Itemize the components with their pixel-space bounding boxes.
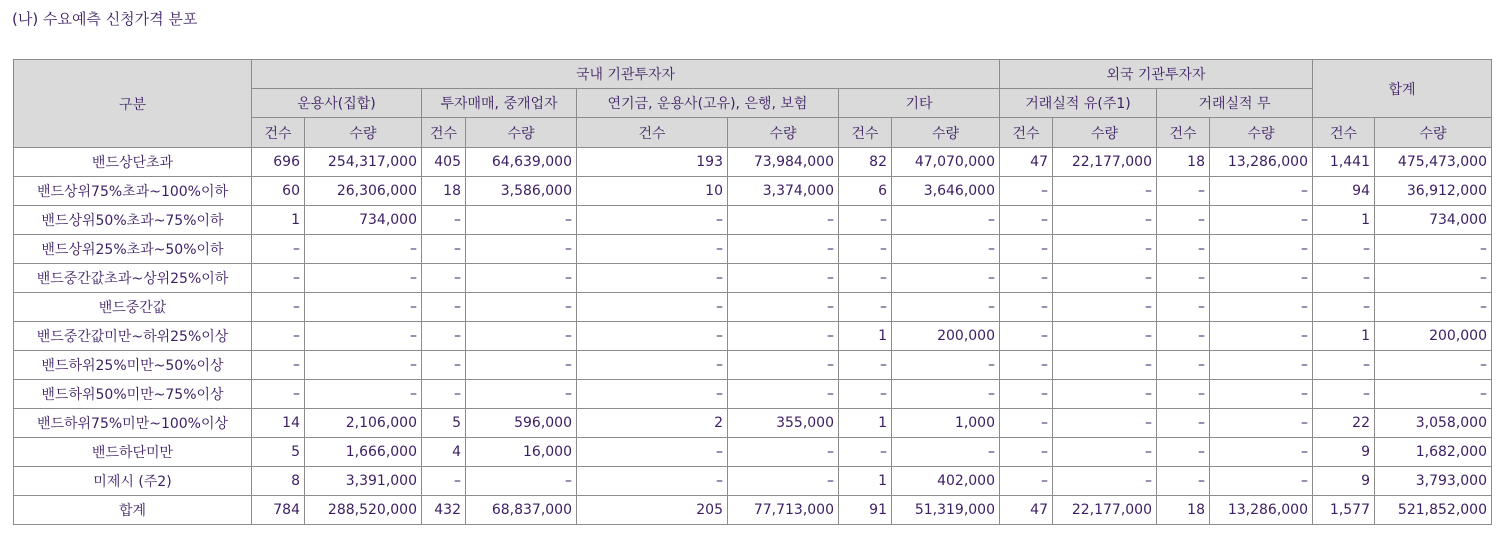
row-label: 밴드상위75%초과~100%이하 xyxy=(14,177,252,206)
cell-count: 9 xyxy=(1313,467,1375,496)
table-row xyxy=(14,264,1492,293)
cell-count: – xyxy=(422,380,466,409)
cell-qty: 3,793,000 xyxy=(1375,467,1492,496)
section-title: (나) 수요예측 신청가격 분포 xyxy=(12,10,198,28)
cell-qty: 402,000 xyxy=(892,467,1000,496)
cell-count: – xyxy=(1157,322,1210,351)
cell-count: 1 xyxy=(1313,322,1375,351)
cell-qty: 3,374,000 xyxy=(728,177,839,206)
cell-qty: – xyxy=(1053,264,1157,293)
cell-count: – xyxy=(252,322,305,351)
cell-qty: 47,070,000 xyxy=(892,148,1000,177)
cell-count: 1 xyxy=(839,409,892,438)
cell-count: 784 xyxy=(252,496,305,525)
cell-qty: 13,286,000 xyxy=(1210,496,1313,525)
demand-forecast-table xyxy=(13,59,1492,525)
cell-count: 9 xyxy=(1313,438,1375,467)
row-label: 합계 xyxy=(14,496,252,525)
cell-qty: 13,286,000 xyxy=(1210,148,1313,177)
cell-count: – xyxy=(577,206,728,235)
cell-count: – xyxy=(577,351,728,380)
row-label: 밴드하위25%미만~50%이상 xyxy=(14,351,252,380)
cell-qty: – xyxy=(728,264,839,293)
cell-qty: – xyxy=(466,467,577,496)
cell-count: 696 xyxy=(252,148,305,177)
cell-count: – xyxy=(577,380,728,409)
cell-count: – xyxy=(1313,351,1375,380)
cell-count: 14 xyxy=(252,409,305,438)
cell-count: 5 xyxy=(252,438,305,467)
cell-count: – xyxy=(1000,409,1053,438)
header-count: 건수 xyxy=(839,118,892,148)
cell-count: – xyxy=(839,293,892,322)
cell-count: – xyxy=(422,351,466,380)
header-group: 거래실적 무 xyxy=(1157,89,1313,118)
cell-count: 6 xyxy=(839,177,892,206)
header-group: 운용사(집합) xyxy=(252,89,422,118)
cell-qty: – xyxy=(1053,409,1157,438)
header-qty: 수량 xyxy=(1053,118,1157,148)
header-qty: 수량 xyxy=(728,118,839,148)
cell-count: – xyxy=(1000,264,1053,293)
cell-qty: – xyxy=(1210,322,1313,351)
cell-qty: – xyxy=(892,351,1000,380)
cell-count: – xyxy=(577,322,728,351)
cell-count: 10 xyxy=(577,177,728,206)
cell-qty: 3,586,000 xyxy=(466,177,577,206)
cell-qty: – xyxy=(1210,380,1313,409)
cell-qty: 1,666,000 xyxy=(305,438,422,467)
header-gubun: 구분 xyxy=(14,60,252,148)
cell-qty: – xyxy=(1210,409,1313,438)
cell-count: – xyxy=(839,438,892,467)
header-qty: 수량 xyxy=(466,118,577,148)
cell-count: – xyxy=(422,293,466,322)
cell-qty: – xyxy=(728,467,839,496)
cell-qty: 3,646,000 xyxy=(892,177,1000,206)
header-domestic: 국내 기관투자자 xyxy=(252,60,1000,89)
row-label: 밴드상위50%초과~75%이하 xyxy=(14,206,252,235)
row-label: 밴드하단미만 xyxy=(14,438,252,467)
cell-count: – xyxy=(577,438,728,467)
table-row xyxy=(14,380,1492,409)
header-qty: 수량 xyxy=(305,118,422,148)
cell-qty: 1,682,000 xyxy=(1375,438,1492,467)
table-row xyxy=(14,293,1492,322)
cell-count: 18 xyxy=(1157,496,1210,525)
cell-qty: – xyxy=(892,264,1000,293)
cell-qty: 734,000 xyxy=(305,206,422,235)
header-group: 거래실적 유(주1) xyxy=(1000,89,1157,118)
cell-qty: – xyxy=(892,438,1000,467)
table-row xyxy=(14,206,1492,235)
header-count: 건수 xyxy=(422,118,466,148)
header-qty: 수량 xyxy=(1375,118,1492,148)
cell-qty: – xyxy=(892,235,1000,264)
header-group: 기타 xyxy=(839,89,1000,118)
cell-qty: – xyxy=(305,264,422,293)
cell-count: 22 xyxy=(1313,409,1375,438)
cell-count: – xyxy=(1157,351,1210,380)
cell-qty: 51,319,000 xyxy=(892,496,1000,525)
cell-count: – xyxy=(839,380,892,409)
table-row xyxy=(14,177,1492,206)
cell-count: – xyxy=(577,235,728,264)
table-row xyxy=(14,322,1492,351)
cell-qty: 3,058,000 xyxy=(1375,409,1492,438)
header-group: 투자매매, 중개업자 xyxy=(422,89,577,118)
cell-count: – xyxy=(252,235,305,264)
cell-qty: – xyxy=(1210,206,1313,235)
cell-count: – xyxy=(1000,177,1053,206)
cell-count: – xyxy=(252,351,305,380)
table-row xyxy=(14,148,1492,177)
cell-qty: – xyxy=(1210,351,1313,380)
cell-qty: 734,000 xyxy=(1375,206,1492,235)
cell-qty: 521,852,000 xyxy=(1375,496,1492,525)
cell-count: – xyxy=(1157,293,1210,322)
cell-qty: – xyxy=(728,206,839,235)
cell-count: – xyxy=(839,351,892,380)
header-count: 건수 xyxy=(577,118,728,148)
cell-count: – xyxy=(252,380,305,409)
header-total: 합계 xyxy=(1313,60,1492,118)
cell-count: – xyxy=(1157,235,1210,264)
cell-count: – xyxy=(252,293,305,322)
cell-qty: – xyxy=(466,351,577,380)
cell-qty: – xyxy=(1053,293,1157,322)
header-count: 건수 xyxy=(252,118,305,148)
row-label: 밴드상단초과 xyxy=(14,148,252,177)
cell-qty: 64,639,000 xyxy=(466,148,577,177)
cell-qty: – xyxy=(305,351,422,380)
cell-qty: – xyxy=(1210,438,1313,467)
cell-qty: – xyxy=(728,380,839,409)
header-group: 연기금, 운용사(고유), 은행, 보험 xyxy=(577,89,839,118)
cell-count: 4 xyxy=(422,438,466,467)
cell-qty: – xyxy=(466,264,577,293)
cell-count: – xyxy=(1000,235,1053,264)
cell-qty: 77,713,000 xyxy=(728,496,839,525)
cell-qty: – xyxy=(1053,380,1157,409)
cell-qty: – xyxy=(466,206,577,235)
cell-count: 60 xyxy=(252,177,305,206)
header-count: 건수 xyxy=(1000,118,1053,148)
cell-count: – xyxy=(1000,467,1053,496)
cell-qty: – xyxy=(466,322,577,351)
cell-count: – xyxy=(1313,293,1375,322)
cell-qty: – xyxy=(305,293,422,322)
cell-qty: 475,473,000 xyxy=(1375,148,1492,177)
table-row xyxy=(14,351,1492,380)
cell-count: 2 xyxy=(577,409,728,438)
cell-qty: – xyxy=(1375,351,1492,380)
cell-qty: – xyxy=(892,293,1000,322)
table-row xyxy=(14,235,1492,264)
cell-qty: 36,912,000 xyxy=(1375,177,1492,206)
cell-count: 205 xyxy=(577,496,728,525)
cell-count: – xyxy=(1157,467,1210,496)
cell-qty: – xyxy=(1053,351,1157,380)
cell-count: – xyxy=(839,264,892,293)
cell-count: – xyxy=(422,322,466,351)
cell-qty: – xyxy=(1210,264,1313,293)
header-qty: 수량 xyxy=(892,118,1000,148)
row-label: 밴드중간값초과~상위25%이하 xyxy=(14,264,252,293)
row-label: 밴드중간값미만~하위25%이상 xyxy=(14,322,252,351)
cell-qty: – xyxy=(1053,467,1157,496)
row-label: 밴드하위50%미만~75%이상 xyxy=(14,380,252,409)
cell-count: 91 xyxy=(839,496,892,525)
cell-count: 5 xyxy=(422,409,466,438)
cell-count: 94 xyxy=(1313,177,1375,206)
cell-qty: 200,000 xyxy=(892,322,1000,351)
cell-qty: – xyxy=(466,293,577,322)
cell-count: – xyxy=(422,206,466,235)
cell-count: 405 xyxy=(422,148,466,177)
cell-count: – xyxy=(1157,206,1210,235)
cell-qty: 26,306,000 xyxy=(305,177,422,206)
cell-qty: – xyxy=(466,235,577,264)
cell-count: – xyxy=(1157,438,1210,467)
cell-count: – xyxy=(1000,380,1053,409)
row-label: 미제시 (주2) xyxy=(14,467,252,496)
table-row xyxy=(14,409,1492,438)
cell-count: 1 xyxy=(839,322,892,351)
header-foreign: 외국 기관투자자 xyxy=(1000,60,1313,89)
cell-qty: – xyxy=(1053,322,1157,351)
cell-count: 18 xyxy=(1157,148,1210,177)
cell-qty: – xyxy=(728,322,839,351)
cell-count: – xyxy=(1000,322,1053,351)
cell-qty: – xyxy=(1053,235,1157,264)
header-qty: 수량 xyxy=(1210,118,1313,148)
cell-count: – xyxy=(1157,409,1210,438)
cell-count: 47 xyxy=(1000,496,1053,525)
cell-qty: – xyxy=(1210,293,1313,322)
cell-count: – xyxy=(1000,438,1053,467)
cell-count: 82 xyxy=(839,148,892,177)
cell-count: 47 xyxy=(1000,148,1053,177)
cell-count: 8 xyxy=(252,467,305,496)
cell-qty: – xyxy=(1053,438,1157,467)
row-label: 밴드중간값 xyxy=(14,293,252,322)
cell-count: – xyxy=(1313,380,1375,409)
cell-qty: – xyxy=(1375,235,1492,264)
cell-qty: 2,106,000 xyxy=(305,409,422,438)
cell-count: – xyxy=(1000,351,1053,380)
cell-qty: – xyxy=(728,293,839,322)
cell-qty: – xyxy=(728,351,839,380)
cell-qty: – xyxy=(1375,264,1492,293)
cell-count: – xyxy=(422,467,466,496)
cell-qty: 3,391,000 xyxy=(305,467,422,496)
cell-qty: 254,317,000 xyxy=(305,148,422,177)
cell-count: – xyxy=(422,264,466,293)
cell-count: – xyxy=(1000,206,1053,235)
table-row xyxy=(14,467,1492,496)
cell-count: – xyxy=(577,264,728,293)
cell-qty: – xyxy=(1053,177,1157,206)
cell-count: 1 xyxy=(252,206,305,235)
cell-qty: 200,000 xyxy=(1375,322,1492,351)
cell-qty: – xyxy=(305,235,422,264)
cell-qty: 288,520,000 xyxy=(305,496,422,525)
cell-count: – xyxy=(422,235,466,264)
cell-qty: 355,000 xyxy=(728,409,839,438)
header-count: 건수 xyxy=(1313,118,1375,148)
table-row xyxy=(14,496,1492,525)
cell-qty: – xyxy=(1375,380,1492,409)
cell-count: 193 xyxy=(577,148,728,177)
cell-qty: 22,177,000 xyxy=(1053,496,1157,525)
cell-qty: – xyxy=(1053,206,1157,235)
cell-qty: – xyxy=(728,235,839,264)
table-row xyxy=(14,438,1492,467)
cell-count: 18 xyxy=(422,177,466,206)
cell-count: 1,577 xyxy=(1313,496,1375,525)
row-label: 밴드상위25%초과~50%이하 xyxy=(14,235,252,264)
cell-count: 432 xyxy=(422,496,466,525)
cell-qty: – xyxy=(892,206,1000,235)
cell-qty: – xyxy=(1210,235,1313,264)
row-label: 밴드하위75%미만~100%이상 xyxy=(14,409,252,438)
cell-count: – xyxy=(577,467,728,496)
cell-count: – xyxy=(1313,264,1375,293)
cell-count: – xyxy=(252,264,305,293)
cell-qty: – xyxy=(1210,177,1313,206)
header-count: 건수 xyxy=(1157,118,1210,148)
cell-qty: – xyxy=(728,438,839,467)
cell-count: 1,441 xyxy=(1313,148,1375,177)
cell-qty: – xyxy=(892,380,1000,409)
table-body xyxy=(14,148,1492,525)
cell-qty: – xyxy=(1375,293,1492,322)
cell-qty: – xyxy=(305,322,422,351)
cell-count: – xyxy=(1157,264,1210,293)
cell-qty: 22,177,000 xyxy=(1053,148,1157,177)
cell-qty: – xyxy=(466,380,577,409)
cell-count: – xyxy=(577,293,728,322)
cell-count: – xyxy=(839,235,892,264)
cell-qty: 16,000 xyxy=(466,438,577,467)
cell-qty: 596,000 xyxy=(466,409,577,438)
cell-count: – xyxy=(1313,235,1375,264)
cell-count: – xyxy=(1000,293,1053,322)
cell-count: – xyxy=(1157,177,1210,206)
cell-qty: – xyxy=(305,380,422,409)
cell-qty: 1,000 xyxy=(892,409,1000,438)
cell-count: – xyxy=(839,206,892,235)
cell-count: 1 xyxy=(1313,206,1375,235)
cell-qty: 68,837,000 xyxy=(466,496,577,525)
cell-qty: 73,984,000 xyxy=(728,148,839,177)
cell-qty: – xyxy=(1210,467,1313,496)
cell-count: 1 xyxy=(839,467,892,496)
cell-count: – xyxy=(1157,380,1210,409)
